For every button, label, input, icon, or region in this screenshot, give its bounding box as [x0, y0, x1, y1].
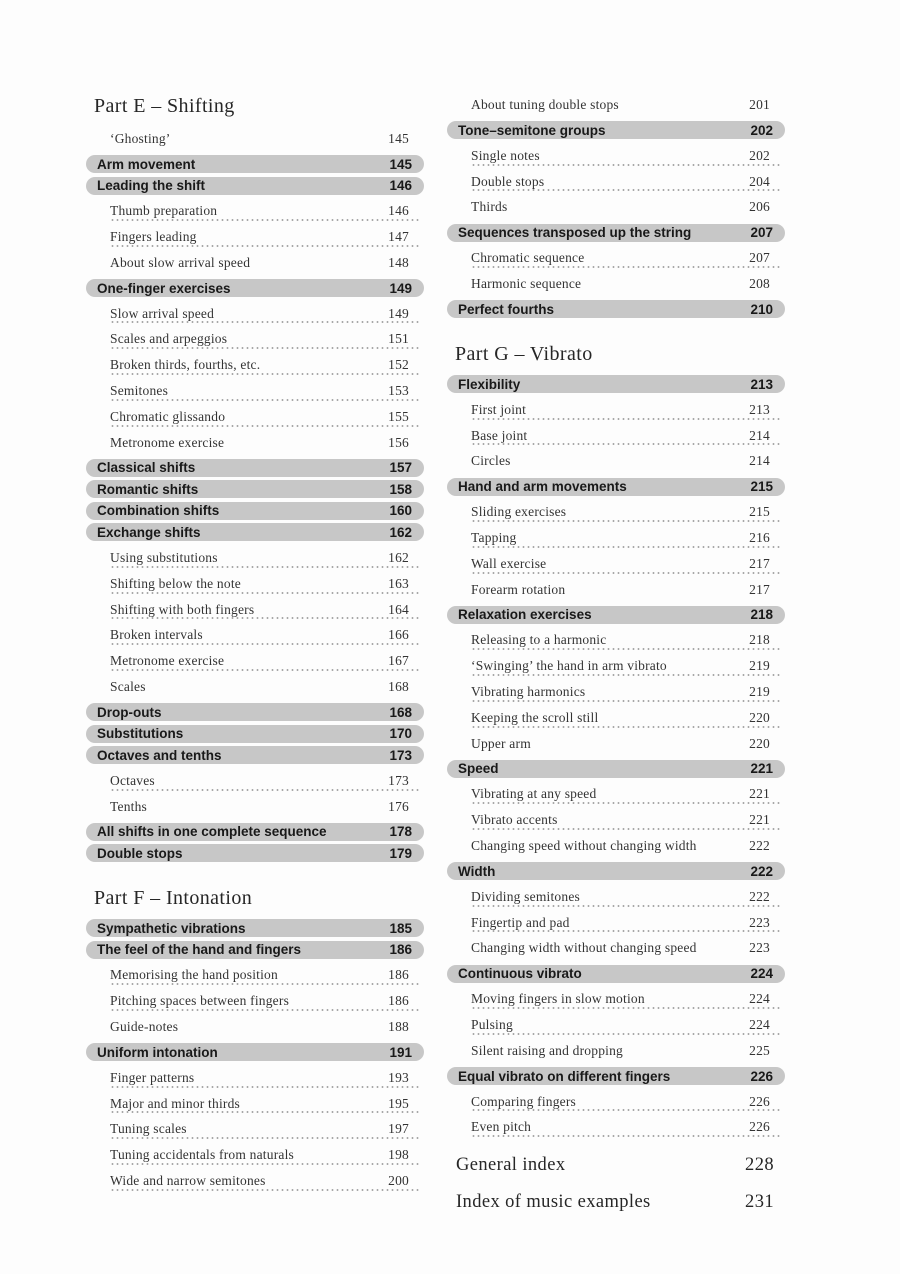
entry-title: Broken intervals [110, 627, 203, 643]
toc-entry [447, 1012, 785, 1038]
entry-page-number: 220 [749, 709, 770, 725]
toc-entry [447, 653, 785, 679]
section-page-number: 191 [389, 1044, 412, 1060]
dotted-leader [110, 643, 421, 645]
section-page-number: 224 [750, 966, 773, 982]
dotted-leader [110, 321, 421, 323]
entry-title: Shifting with both fingers [110, 601, 255, 617]
section-page-number: 145 [389, 156, 412, 172]
dotted-leader [110, 566, 421, 568]
toc-entry [86, 126, 424, 152]
section-page-number: 149 [389, 280, 412, 296]
entry-page-number: 151 [388, 331, 409, 347]
section-bar [447, 375, 785, 393]
entry-page-number: 166 [388, 627, 409, 643]
entry-title: Forearm rotation [471, 581, 566, 597]
entry-page-number: 202 [749, 147, 770, 163]
entry-title: Circles [471, 453, 511, 469]
entry-title: Changing speed without changing width [471, 837, 697, 853]
entry-title: Single notes [471, 147, 540, 163]
toc-entry [447, 781, 785, 807]
entry-title: Vibrato accents [471, 812, 558, 828]
section-bar [447, 478, 785, 496]
entry-title: Thirds [471, 199, 508, 215]
entry-title: About tuning double stops [471, 97, 619, 112]
section-bar [86, 919, 424, 937]
section-title: Width [458, 863, 496, 879]
dotted-leader [471, 802, 782, 804]
section-page-number: 170 [389, 726, 412, 742]
entry-page-number: 224 [749, 1016, 770, 1032]
section-bar [86, 823, 424, 841]
entry-title: Tuning accidentals from naturals [110, 1147, 294, 1163]
entry-page-number: 186 [388, 967, 409, 983]
entry-page-number: 206 [749, 199, 770, 215]
entry-page-number: 225 [749, 1042, 770, 1058]
entry-title: Guide-notes [110, 1018, 179, 1034]
toc-entry [86, 1116, 424, 1142]
dotted-leader [471, 418, 782, 420]
entry-title: Chromatic glissando [110, 408, 226, 424]
section-bar [447, 965, 785, 983]
toc-entry [86, 1142, 424, 1168]
entry-title: Sliding exercises [471, 504, 567, 520]
toc-entry [447, 92, 785, 118]
section-page-number: 213 [750, 376, 773, 392]
dotted-leader [110, 1137, 421, 1139]
entry-page-number: 204 [749, 173, 770, 189]
toc-entry [447, 884, 785, 910]
toc-entry [86, 1168, 424, 1194]
entry-page-number: 186 [388, 993, 409, 1009]
entry-page-number: 155 [388, 408, 409, 424]
dotted-leader [471, 674, 782, 676]
section-title: Equal vibrato on different fingers [458, 1068, 671, 1084]
toc-entry [86, 250, 424, 276]
entry-page-number: 214 [749, 427, 770, 443]
section-bar [447, 224, 785, 242]
entry-title: Broken thirds, fourths, etc. [110, 357, 261, 373]
entry-title: Wide and narrow semitones [110, 1172, 266, 1188]
entry-page-number: 148 [388, 254, 409, 270]
dotted-leader [110, 1009, 421, 1011]
toc-entry [86, 768, 424, 794]
toc-column-left [86, 92, 424, 1194]
entry-page-number: 168 [388, 678, 409, 694]
entry-title: Chromatic sequence [471, 250, 585, 266]
index-title: Index of music examples [456, 1192, 651, 1213]
entry-title: Memorising the hand position [110, 967, 278, 983]
entry-title: Dividing semitones [471, 888, 580, 904]
section-page-number: 221 [750, 761, 773, 777]
section-title: The feel of the hand and fingers [97, 942, 302, 958]
entry-page-number: 167 [388, 653, 409, 669]
toc-entry [447, 679, 785, 705]
dotted-leader [110, 983, 421, 985]
entry-title: Moving fingers in slow motion [471, 991, 645, 1007]
dotted-leader [110, 373, 421, 375]
entry-page-number: 216 [749, 529, 770, 545]
entry-title: Comparing fingers [471, 1093, 577, 1109]
dotted-leader [110, 219, 421, 221]
toc-entry [86, 545, 424, 571]
entry-title: Releasing to a harmonic [471, 632, 607, 648]
entry-title: Pitching spaces between fingers [110, 993, 290, 1009]
entry-title: ‘Swinging’ the hand in arm vibrato [471, 658, 667, 674]
section-bar [86, 459, 424, 477]
entry-page-number: 214 [749, 453, 770, 469]
section-title: Octaves and tenths [97, 747, 222, 763]
section-page-number: 207 [750, 225, 773, 241]
entry-title: Shifting below the note [110, 575, 241, 591]
toc-entry [86, 648, 424, 674]
entry-title: Even pitch [471, 1119, 532, 1135]
section-title: Perfect fourths [458, 301, 555, 317]
index-page-number: 231 [745, 1192, 774, 1213]
dotted-leader [110, 347, 421, 349]
toc-column-right [447, 92, 785, 1214]
entry-page-number: 219 [749, 658, 770, 674]
section-bar [447, 121, 785, 139]
entry-title: Vibrating at any speed [471, 786, 597, 802]
entry-title: Double stops [471, 173, 545, 189]
entry-title: Tapping [471, 529, 517, 545]
dotted-leader [471, 905, 782, 907]
entry-page-number: 213 [749, 401, 770, 417]
toc-entry [447, 143, 785, 169]
section-bar [447, 862, 785, 880]
entry-page-number: 147 [388, 229, 409, 245]
dotted-leader [471, 1007, 782, 1009]
toc-entry [447, 1038, 785, 1064]
section-title: Continuous vibrato [458, 966, 582, 982]
entry-page-number: 146 [388, 203, 409, 219]
entry-page-number: 152 [388, 357, 409, 373]
section-title: Sequences transposed up the string [458, 225, 692, 241]
dotted-leader [110, 245, 421, 247]
toc-entry [447, 807, 785, 833]
entry-title: Using substitutions [110, 549, 218, 565]
section-bar [447, 1067, 785, 1085]
dotted-leader [110, 617, 421, 619]
dotted-leader [110, 425, 421, 427]
section-page-number: 158 [389, 481, 412, 497]
toc-entry [447, 525, 785, 551]
entry-page-number: 223 [749, 940, 770, 956]
dotted-leader [471, 572, 782, 574]
entry-page-number: 218 [749, 632, 770, 648]
section-bar [86, 844, 424, 862]
dotted-leader [471, 726, 782, 728]
section-page-number: 202 [750, 122, 773, 138]
section-page-number: 173 [389, 747, 412, 763]
entry-page-number: 217 [749, 555, 770, 571]
section-title: Classical shifts [97, 460, 196, 476]
toc-entry [447, 551, 785, 577]
entry-title: Keeping the scroll still [471, 709, 599, 725]
entry-title: Fingers leading [110, 229, 197, 245]
dotted-leader [110, 1189, 421, 1191]
entry-page-number: 149 [388, 305, 409, 321]
entry-title: Semitones [110, 383, 169, 399]
toc-entry [86, 988, 424, 1014]
section-bar [86, 279, 424, 297]
toc-entry [86, 352, 424, 378]
toc-entry [447, 986, 785, 1012]
section-title: Uniform intonation [97, 1044, 218, 1060]
index-entry [447, 1190, 785, 1214]
entry-page-number: 221 [749, 786, 770, 802]
dotted-leader [471, 930, 782, 932]
toc-entry [86, 571, 424, 597]
entry-page-number: 215 [749, 504, 770, 520]
part-heading [86, 884, 424, 912]
entry-title: Thumb preparation [110, 203, 218, 219]
toc-entry [86, 430, 424, 456]
entry-page-number: 153 [388, 383, 409, 399]
entry-page-number: 224 [749, 991, 770, 1007]
entry-page-number: 176 [388, 798, 409, 814]
section-page-number: 186 [389, 942, 412, 958]
entry-page-number: 222 [749, 837, 770, 853]
toc-entry [86, 326, 424, 352]
entry-page-number: 188 [388, 1018, 409, 1034]
toc-entry [447, 935, 785, 961]
section-page-number: 222 [750, 863, 773, 879]
section-title: Flexibility [458, 376, 521, 392]
section-title: Tone–semitone groups [458, 122, 606, 138]
entry-title: Vibrating harmonics [471, 683, 586, 699]
toc-entry [447, 448, 785, 474]
dotted-leader [471, 648, 782, 650]
entry-page-number: 217 [749, 581, 770, 597]
toc-entry [447, 1114, 785, 1140]
toc-entry [86, 597, 424, 623]
toc-entry [447, 169, 785, 195]
section-page-number: 210 [750, 301, 773, 317]
section-title: Romantic shifts [97, 481, 199, 497]
entry-title: Metronome exercise [110, 434, 225, 450]
toc-entry [86, 1065, 424, 1091]
toc-entry [86, 962, 424, 988]
section-page-number: 215 [750, 479, 773, 495]
section-bar [447, 760, 785, 778]
section-title: Drop-outs [97, 704, 162, 720]
part-heading-label: Part F – Intonation [94, 887, 253, 910]
index-title: General index [456, 1155, 566, 1176]
section-title: Substitutions [97, 726, 184, 742]
entry-page-number: 162 [388, 549, 409, 565]
dotted-leader [110, 789, 421, 791]
entry-title: Upper arm [471, 735, 531, 751]
entry-title: Octaves [110, 772, 155, 788]
section-title: One-finger exercises [97, 280, 231, 296]
entry-page-number: 201 [749, 97, 770, 112]
dotted-leader [110, 592, 421, 594]
section-page-number: 146 [389, 178, 412, 194]
toc-entry [86, 224, 424, 250]
entry-title: Finger patterns [110, 1069, 195, 1085]
dotted-leader [471, 520, 782, 522]
entry-page-number: 226 [749, 1119, 770, 1135]
dotted-leader [110, 669, 421, 671]
dotted-leader [471, 189, 782, 191]
section-title: Arm movement [97, 156, 196, 172]
entry-page-number: 200 [388, 1172, 409, 1188]
entry-page-number: 220 [749, 735, 770, 751]
part-heading-label: Part G – Vibrato [455, 343, 593, 366]
entry-title: Base joint [471, 427, 528, 443]
index-entry [447, 1153, 785, 1177]
section-bar [86, 502, 424, 520]
dotted-leader [471, 1033, 782, 1035]
entry-title: Harmonic sequence [471, 275, 582, 291]
part-heading [447, 340, 785, 368]
entry-page-number: 163 [388, 575, 409, 591]
toc-entry [447, 910, 785, 936]
dotted-leader [471, 828, 782, 830]
entry-page-number: 226 [749, 1093, 770, 1109]
dotted-leader [110, 1086, 421, 1088]
dotted-leader [471, 266, 782, 268]
dotted-leader [471, 546, 782, 548]
entry-title: Scales [110, 678, 146, 694]
section-title: Relaxation exercises [458, 607, 592, 623]
section-title: Speed [458, 761, 499, 777]
dotted-leader [471, 700, 782, 702]
dotted-leader [110, 1163, 421, 1165]
section-page-number: 157 [389, 460, 412, 476]
entry-page-number: 164 [388, 601, 409, 617]
toc-entry [86, 404, 424, 430]
entry-title: About slow arrival speed [110, 254, 251, 270]
entry-page-number: 173 [388, 772, 409, 788]
section-bar [86, 746, 424, 764]
entry-title: Scales and arpeggios [110, 331, 228, 347]
entry-page-number: 193 [388, 1069, 409, 1085]
entry-page-number: 223 [749, 914, 770, 930]
entry-title: Silent raising and dropping [471, 1042, 624, 1058]
toc-entry [86, 1014, 424, 1040]
section-title: Exchange shifts [97, 524, 201, 540]
toc-entry [447, 833, 785, 859]
section-bar [86, 155, 424, 173]
section-title: Double stops [97, 845, 183, 861]
section-bar [86, 480, 424, 498]
section-bar [86, 177, 424, 195]
section-page-number: 168 [389, 704, 412, 720]
dotted-leader [471, 1109, 782, 1111]
entry-page-number: 208 [749, 275, 770, 291]
entry-page-number: 145 [388, 131, 409, 146]
entry-title: Slow arrival speed [110, 305, 215, 321]
entry-title: Tenths [110, 798, 148, 814]
toc-entry [447, 705, 785, 731]
part-heading [86, 92, 424, 120]
section-bar [447, 606, 785, 624]
section-title: Combination shifts [97, 503, 220, 519]
toc-entry [447, 423, 785, 449]
dotted-leader [471, 1135, 782, 1137]
entry-title: Wall exercise [471, 555, 547, 571]
section-page-number: 160 [389, 503, 412, 519]
section-bar [86, 941, 424, 959]
section-title: Hand and arm movements [458, 479, 627, 495]
entry-title: ‘Ghosting’ [110, 131, 171, 146]
toc-entry [86, 622, 424, 648]
entry-title: Tuning scales [110, 1121, 187, 1137]
section-bar [86, 523, 424, 541]
toc-entry [447, 271, 785, 297]
toc-entry [86, 378, 424, 404]
toc-entry [447, 397, 785, 423]
toc-entry [86, 794, 424, 820]
toc-entry [86, 1091, 424, 1117]
entry-page-number: 198 [388, 1147, 409, 1163]
section-page-number: 162 [389, 524, 412, 540]
toc-entry [447, 499, 785, 525]
index-page-number: 228 [745, 1155, 774, 1176]
entry-page-number: 219 [749, 683, 770, 699]
dotted-leader [110, 399, 421, 401]
section-title: Sympathetic vibrations [97, 920, 246, 936]
section-page-number: 185 [389, 920, 412, 936]
section-bar [86, 703, 424, 721]
section-page-number: 179 [389, 845, 412, 861]
section-page-number: 178 [389, 824, 412, 840]
dotted-leader [110, 1111, 421, 1113]
section-title: Leading the shift [97, 178, 205, 194]
toc-entry [447, 194, 785, 220]
toc-entry [86, 198, 424, 224]
section-bar [86, 725, 424, 743]
entry-title: Pulsing [471, 1016, 513, 1032]
toc-entry [447, 245, 785, 271]
entry-page-number: 195 [388, 1095, 409, 1111]
section-title: All shifts in one complete sequence [97, 824, 327, 840]
entry-page-number: 207 [749, 250, 770, 266]
toc-entry [447, 731, 785, 757]
entry-title: Major and minor thirds [110, 1095, 241, 1111]
dotted-leader [471, 443, 782, 445]
entry-page-number: 156 [388, 434, 409, 450]
entry-page-number: 197 [388, 1121, 409, 1137]
section-page-number: 226 [750, 1068, 773, 1084]
section-bar [447, 300, 785, 318]
dotted-leader [471, 164, 782, 166]
entry-page-number: 222 [749, 888, 770, 904]
toc-entry [86, 301, 424, 327]
section-bar [86, 1043, 424, 1061]
entry-title: Metronome exercise [110, 653, 225, 669]
part-heading-label: Part E – Shifting [94, 95, 235, 117]
entry-page-number: 221 [749, 812, 770, 828]
toc-entry [86, 674, 424, 700]
entry-title: First joint [471, 401, 527, 417]
toc-entry [447, 577, 785, 603]
toc-entry [447, 627, 785, 653]
entry-title: Fingertip and pad [471, 914, 570, 930]
toc-entry [447, 1089, 785, 1115]
section-page-number: 218 [750, 607, 773, 623]
entry-title: Changing width without changing speed [471, 940, 697, 956]
